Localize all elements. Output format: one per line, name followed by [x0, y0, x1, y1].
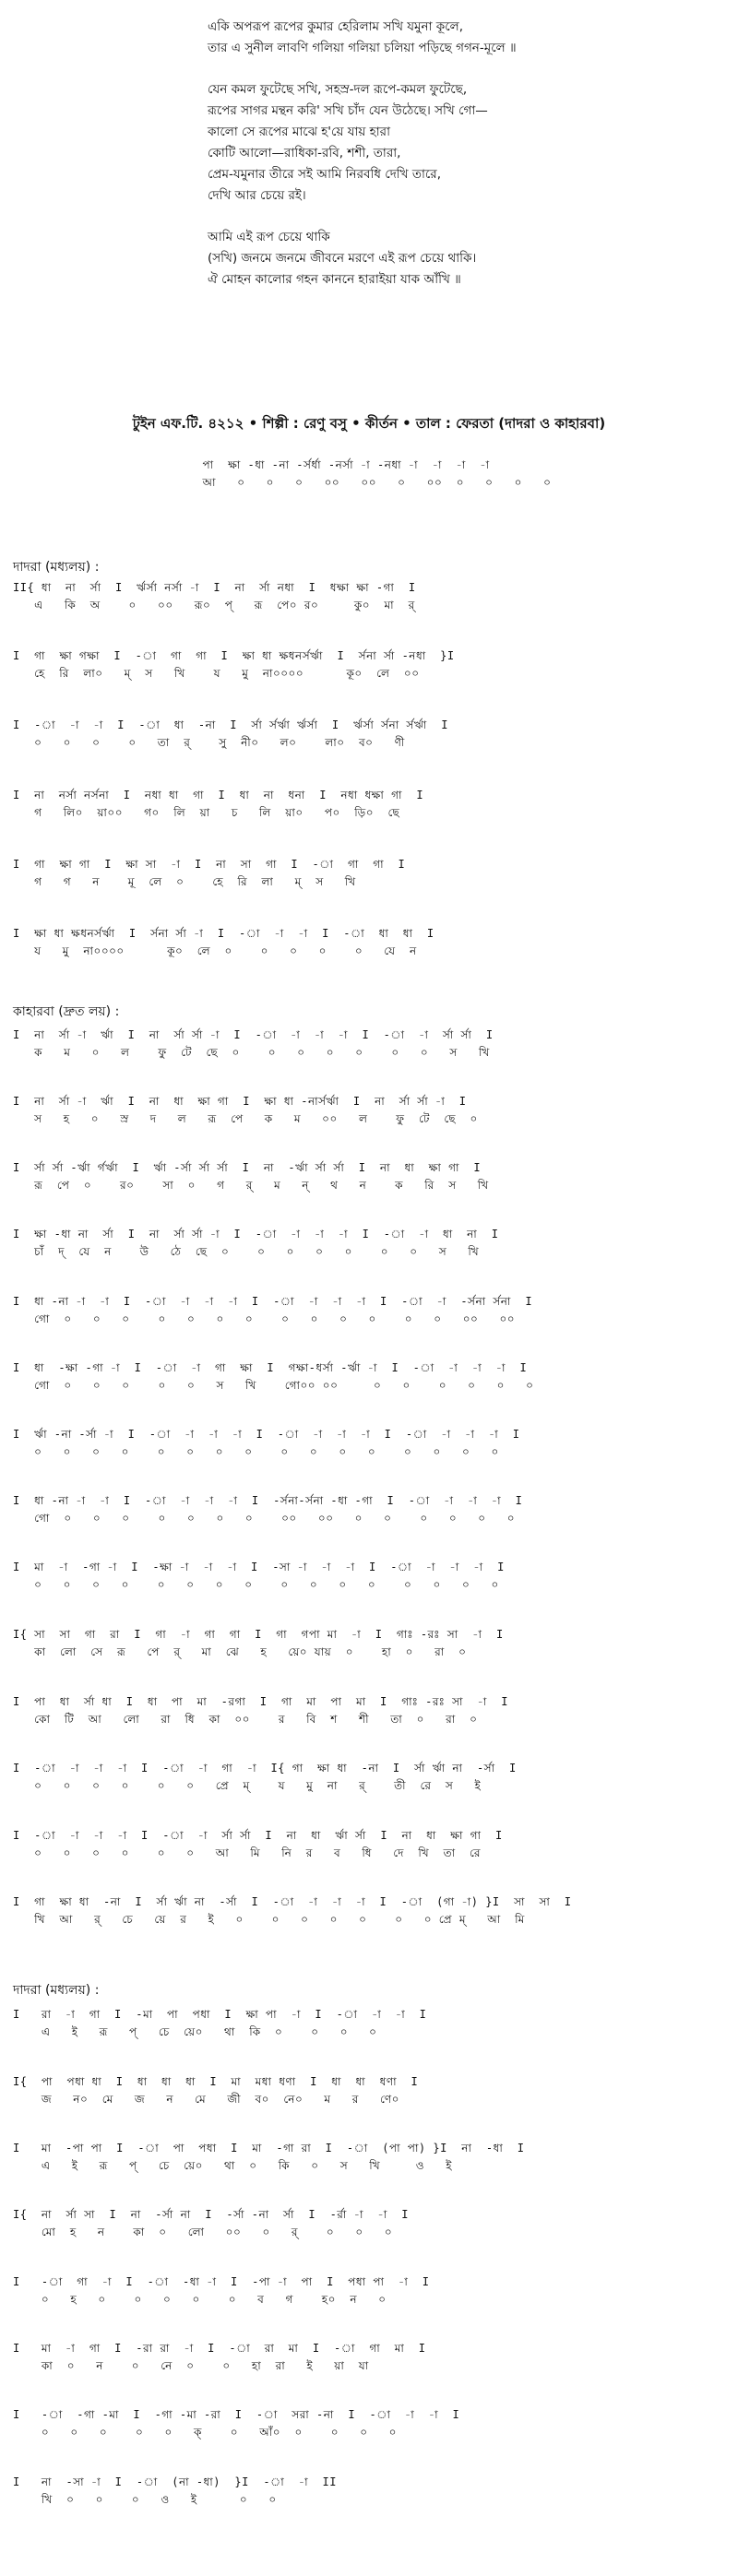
notation-row	[13, 1226, 732, 1261]
syllable-line: গো ০ ০ ০ ০ ০ স খি গো০০ ০০ ০ ০ ০ ০ ০ ০	[13, 1379, 534, 1392]
syllable-line: মো হ ন কা ০ লো ০০ ০ র্ ০ ০ ০	[13, 2226, 393, 2238]
swara-line: I গা ক্ষা গা I ক্ষা সা -া I না সা গা I -া গা গা I	[13, 858, 406, 871]
syllable-line: জ ন০ মে জ ন মে জী ব০ নে০ ম র ণে০	[13, 2093, 399, 2106]
notation-row	[13, 2073, 732, 2108]
syllable-line: এ ই রূ প্ চে য়ে০ থা ০ কি ০ স খি ও ই	[13, 2159, 452, 2172]
notation-row	[13, 1293, 732, 1328]
notation-row	[13, 1492, 732, 1527]
lyric-line: ঐ মোহন কালোর গহন কাননে হারাইয়া যাক আঁখি ॥	[208, 272, 461, 287]
notation-row	[13, 2474, 732, 2509]
lyric-line: কোটি আলো—রাধিকা-রবি, শশী, তারা,	[208, 146, 401, 160]
section-title: দাদরা (মধ্যলয়) :	[13, 1983, 100, 1998]
lyric-line: আমি এই রূপ চেয়ে থাকি	[208, 230, 330, 244]
swara-line: I না -সা -া I -া (না -ধা) }I -া -া II	[13, 2475, 337, 2488]
swara-line: I -া -া -া I -া ধা -না I র্সা র্সর্ঋা র্ঋর্সা I র্ঋর্সা র্সনা র্সর্ঋা I	[13, 718, 448, 731]
swara-line: I -া -া -া -া I -া -া গা -া I{ গা ক্ষা ধা -না I র্সা র্ঋা না -র্সা I	[13, 1762, 517, 1775]
syllable-line: গ গ ন মূ লে ০ হে রি লা ম্ স খি	[13, 875, 356, 888]
swara-line: পা ক্ষা -ধা -না -র্সর্ধা -নর্সা -া -নধা -া -া -া -া	[138, 458, 490, 471]
notation-row	[13, 1027, 732, 1062]
section-title: দাদরা (মধ্যলয়) :	[13, 560, 100, 575]
lyric-line: রূপের সাগর মন্থন করি' সখি চাঁদ যেন উঠেছে। সখি গো—	[208, 103, 488, 118]
song-lyrics	[208, 17, 724, 311]
syllable-line: কা লো সে রূ পে র্ মা ঝে হ য়ে০ যায় ০ হা ০ রা ০	[13, 1645, 467, 1658]
syllable-line: আ ০ ০ ০ ০০ ০০ ০ ০০ ০ ০ ০ ০	[138, 476, 552, 489]
swara-line: I{ সা সা গা রা I গা -া গা গা I গা গপা মা -া I গাঃ -রঃ সা -া I	[13, 1628, 504, 1641]
swara-line: I না র্সা -া র্ঋা I না ধা ক্ষা গা I ক্ষা ধা -নার্সর্ঋা I না র্সা র্সা -া I	[13, 1095, 467, 1108]
swara-line: I গা ক্ষা ধা -না I র্সা র্ঋা না -র্সা I -া -া -া -া I -া (গা -া) }I সা সা I	[13, 1895, 572, 1908]
lyric-line: প্রেম-যমুনার তীরে সই আমি নিরবধি দেখি তারে,	[208, 167, 441, 182]
syllable-line: রূ পে ০ র০ সা ০ গ র্ ম ন্ থ ন ক রি স খি	[13, 1179, 489, 1192]
syllable-line: কা ০ ন ০ নে ০ ০ হা রা ই য়া যা	[13, 2359, 369, 2372]
syllable-line: স হ ০ স্র দ ল রূ পে ক ম ০০ ল ফু টে ছে ০	[13, 1112, 478, 1125]
record-credit: টুইন এফ.টি. ৪২১২ • শিল্পী : রেণু বসু • কীর্তন • তাল : ফেরতা (দাদরা ও কাহারবা)	[132, 415, 606, 432]
swara-line: II{ ধা না র্সা I র্ঋর্সা নর্সা -া I না র্সা নধা I ধক্ষা ক্ষা -গা I	[13, 581, 416, 594]
notation-row	[13, 1693, 732, 1728]
lyric-line: একি অপরূপ রূপের কুমার হেরিলাম সখি যমুনা কূলে,	[208, 19, 464, 34]
notation-row	[13, 1093, 732, 1128]
notation-row	[13, 2273, 732, 2309]
syllable-line: খি আ র্ চে য়ে র ই ০ ০ ০ ০ ০ ০ ০ প্রে ম্ আ মি	[13, 1913, 525, 1926]
swara-line: I ক্ষা ধা ক্ষধনর্সর্ঋা I র্সনা র্সা -া I -া -া -া I -া ধা ধা I	[13, 927, 434, 940]
syllable-line: ০ হ ০ ০ ০ ০ ০ ব গ হ০ ন ০	[13, 2293, 387, 2306]
section-title: কাহারবা (দ্রুত লয়) :	[13, 1004, 120, 1019]
lyric-line: (সখি) জনমে জনমে জীবনে মরণে এই রূপ চেয়ে থাকি।	[208, 251, 477, 266]
syllable-line: গ লি০ য়া০০ গ০ লি য়া চ লি য়া০ প০ ড়ি০ ছে	[13, 806, 400, 819]
swara-line: I না র্সা -া র্ঋা I না র্সা র্সা -া I -া -া -া -া I -া -া র্সা র্সা I	[13, 1028, 494, 1041]
lyric-line: কালো সে রূপের মাঝে হ'য়ে যায় হারা	[208, 125, 391, 139]
syllable-line: গো ০ ০ ০ ০ ০ ০ ০ ০০ ০০ ০ ০ ০ ০ ০ ০	[13, 1512, 516, 1525]
syllable-line: চাঁ দ্ যে ন উ ঠে ছে ০ ০ ০ ০ ০ ০ ০ স খি	[13, 1245, 480, 1258]
lyric-stanza	[208, 17, 724, 59]
swara-line: I -া -গা -মা I -গা -মা -রা I -া সরা -না I -া -া -া I	[13, 2408, 460, 2421]
notation-row	[13, 579, 732, 614]
notation-row	[13, 1893, 732, 1929]
syllable-line: ০ ০ ০ ০ ০ ০ আ মি নি র ব ধি দে খি তা রে	[13, 1846, 481, 1859]
syllable-line: ক ম ০ ল ফু টে ছে ০ ০ ০ ০ ০ ০ ০ স খি	[13, 1046, 490, 1059]
swara-line: I ক্ষা -ধা না র্সা I না র্সা র্সা -া I -া -া -া -া I -া -া ধা না I	[13, 1228, 499, 1241]
swara-line: I{ পা পধা ধা I ধা ধা ধা I মা মধা ধণা I ধা ধা ধণা I	[13, 2075, 419, 2088]
syllable-line: হে রি লা০ ম্ স খি য মু না০০০০ কূ০ লে ০০	[13, 667, 420, 680]
notation-row	[13, 1827, 732, 1862]
lyric-line: যেন কমল ফুটেছে সখি, সহস্র-দল রূপে-কমল ফুটেছে,	[208, 82, 468, 97]
swara-line: I -া -া -া -া I -া -া র্সা র্সা I না ধা র্ঋা র্সা I না ধা ক্ষা গা I	[13, 1829, 503, 1842]
notation-row	[13, 1559, 732, 1594]
notation-row	[13, 1626, 732, 1661]
notation-row	[13, 1760, 732, 1795]
swara-line: I মা -া গা I -রা রা -া I -া রা মা I -া গা মা I	[13, 2342, 426, 2355]
lyric-line: তার এ সুনীল লাবণি গলিয়া গলিয়া চলিয়া পড়িছে গগন-মূলে ॥	[208, 41, 517, 55]
swara-line: I{ না র্সা সা I না -র্সা না I -র্সা -না র্সা I -র্রা -া -া I	[13, 2208, 409, 2221]
notation-row	[13, 717, 732, 752]
lyric-stanza	[208, 79, 724, 207]
syllable-line: এ ই রূ প্ চে য়ে০ থা কি ০ ০ ০ ০	[13, 2025, 377, 2038]
syllable-line: এ কি অ ০ ০০ রূ০ প্ রূ পে০ র০ কু০ মা র্	[13, 599, 415, 611]
syllable-line: য মু না০০০০ কূ০ লে ০ ০ ০ ০ ০ যে ন	[13, 944, 417, 957]
notation-row	[13, 2340, 732, 2375]
notation-row	[13, 1426, 732, 1461]
swara-line: I পা ধা র্সা ধা I ধা পা মা -রগা I গা মা পা মা I গাঃ -রঃ সা -া I	[13, 1695, 509, 1708]
swara-line: I ধা -না -া -া I -া -া -া -া I -া -া -া -া I -া -া -র্সনা র্সনা I	[13, 1295, 533, 1308]
swara-line: I না নর্সা নর্সনা I নধা ধা গা I ধা না ধনা I নধা ধক্ষা গা I	[13, 789, 424, 801]
swara-line: I গা ক্ষা গক্ষা I -া গা গা I ক্ষা ধা ক্ষধনর্সর্ঋা I র্সনা র্সা -নধা }I	[13, 649, 455, 662]
swara-line: I র্সা র্সা -র্ঋা র্গর্ঋা I র্ঋা -র্সা র্সা র্সা I না -র্ঋা র্সা র্সা I না ধা ক্ষা গা I	[13, 1161, 482, 1174]
syllable-line: ০ ০ ০ ০ ০ ০ ০ ০ ০ ০ ০ ০ ০ ০ ০ ০	[13, 1445, 499, 1458]
syllable-line: ০ ০ ০ ০ তা র্ সু নী০ ল০ লা০ ব০ ণী	[13, 736, 405, 749]
notation-row	[13, 787, 732, 822]
swara-line: I ধা -না -া -া I -া -া -া -া I -র্সনা-র্সনা -ধা -গা I -া -া -া -া I	[13, 1494, 523, 1507]
syllable-line: খি ০ ০ ০ ও ই ০ ০	[13, 2493, 277, 2506]
swara-line: I মা -পা পা I -া পা পধা I মা -গা রা I -া (পা পা) }I না -ধা I	[13, 2142, 525, 2155]
swara-line: I র্ঋা -না -র্সা -া I -া -া -া -া I -া -া -া -া I -া -া -া -া I	[13, 1428, 520, 1441]
lyric-stanza	[208, 227, 724, 291]
notation-row	[13, 925, 732, 960]
notation-row	[13, 647, 732, 683]
notation-row	[13, 2140, 732, 2175]
syllable-line: ০ ০ ০ ০ ০ ০ ০ ০ ০ ০ ০ ০ ০ ০ ০ ০	[13, 1578, 499, 1591]
lyric-line: দেখি আর চেয়ে রই।	[208, 188, 306, 203]
swara-line: I রা -া গা I -মা পা পধা I ক্ষা পা -া I -া -া -া I	[13, 2008, 427, 2021]
notation-row	[13, 2006, 732, 2041]
swara-line: I -া গা -া I -া -ধা -া I -পা -া পা I পধা পা -া I	[13, 2275, 430, 2288]
notation-row	[13, 2406, 732, 2441]
syllable-line: ০ ০ ০ ০ ০ ০ প্রে ম্ য মু না র্ তী রে স ই	[13, 1779, 482, 1792]
syllable-line: ০ ০ ০ ০ ০ ক্ ০ আঁ০ ০ ০ ০ ০	[13, 2426, 397, 2439]
notation-row	[13, 2206, 732, 2241]
swara-line: I মা -া -গা -া I -ক্ষা -া -া -া I -সা -া -া -া I -া -া -া -া I	[13, 1561, 505, 1573]
notation-row	[13, 856, 732, 891]
notation-row	[13, 1159, 732, 1194]
notation-row	[13, 1359, 732, 1395]
syllable-line: গো ০ ০ ০ ০ ০ ০ ০ ০ ০ ০ ০ ০ ০ ০০ ০০	[13, 1312, 516, 1325]
syllable-line: কো টি আ লো রা ধি কা ০০ র বি শ শী তা ০ রা ০	[13, 1713, 478, 1726]
swara-line: I ধা -ক্ষা -গা -া I -া -া গা ক্ষা I গক্ষা-ধর্সা -র্ঋা -া I -া -া -া -া I	[13, 1361, 528, 1374]
intro-notation	[138, 457, 729, 492]
